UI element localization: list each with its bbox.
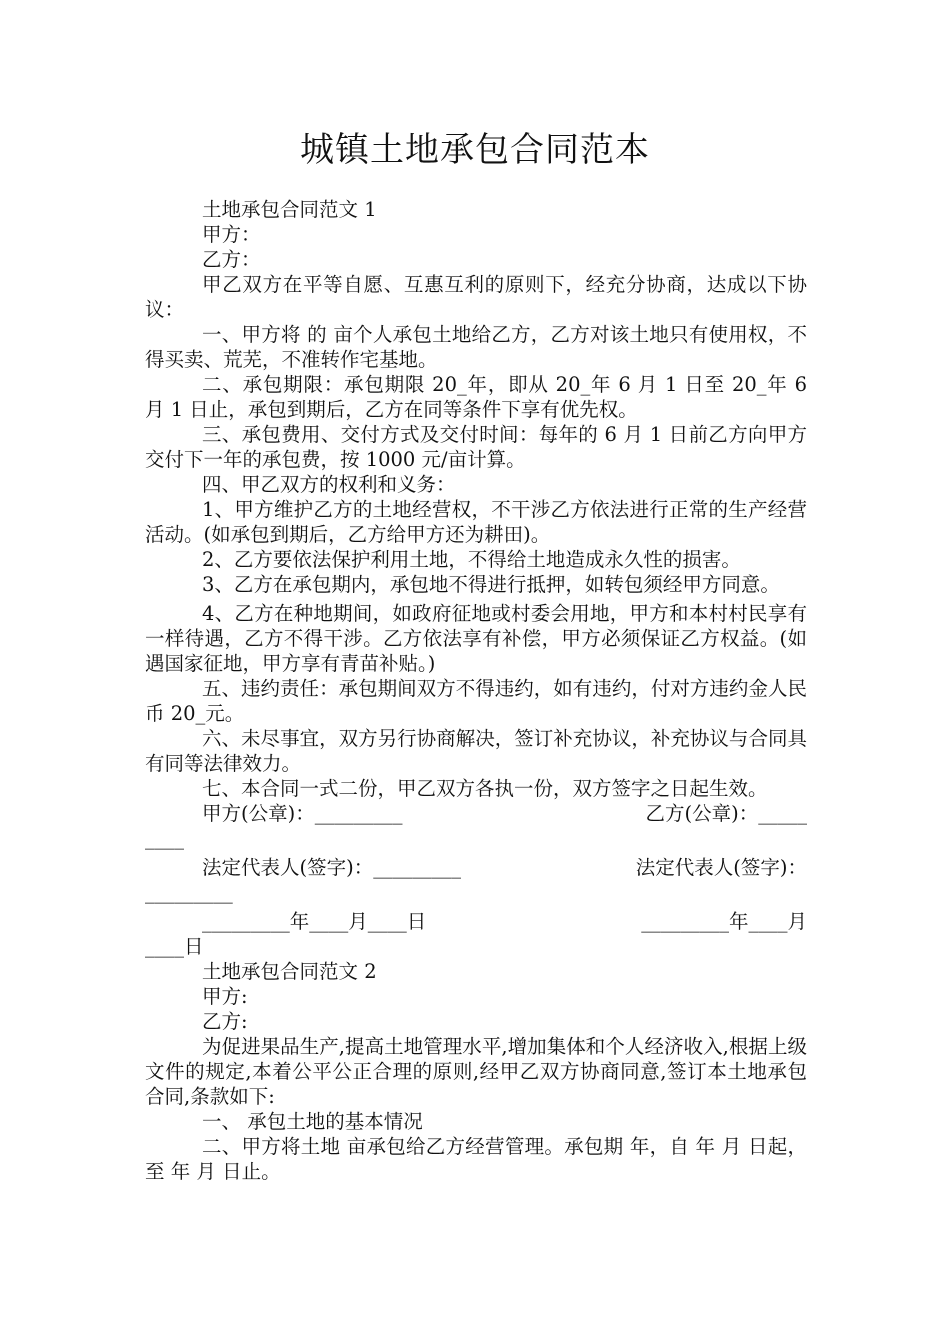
- section1-clause-4-4: 4、乙方在种地期间，如政府征地或村委会用地，甲方和本村村民享有一样待遇，乙方不得干涉。乙方依法享有补偿，甲方必须保证乙方权益。(如遇国家征地，甲方享有青苗补贴。): [145, 602, 807, 675]
- party-a-seal: 甲方(公章)：_________: [202, 802, 403, 825]
- document-body: [145, 197, 807, 1184]
- party-a-date: _________年____月____日: [202, 910, 427, 933]
- section1-clause-4-3: 3、乙方在承包期内，承包地不得进行抵押，如转包须经甲方同意。: [202, 573, 780, 596]
- section1-clause-4: 四、甲乙双方的权利和义务：: [202, 473, 456, 496]
- section1-clause-1: 一、甲方将 的 亩个人承包土地给乙方，乙方对该土地只有使用权，不得买卖、荒芜，不准转作宅基地。: [145, 323, 807, 371]
- section1-clause-6: 六、未尽事宜，双方另行协商解决，签订补充协议，补充协议与合同具有同等法律效力。: [145, 727, 807, 775]
- section1-party-b: 乙方：: [202, 248, 261, 271]
- signature-seal-row: [145, 801, 807, 826]
- party-b-representative-continued: _________: [145, 881, 233, 904]
- signature-rep-row: [145, 855, 807, 880]
- party-b-seal-continued: ____: [145, 827, 184, 850]
- section1-intro: 甲乙双方在平等自愿、互惠互利的原则下，经充分协商，达成以下协议：: [145, 273, 807, 321]
- section1-clause-4-2: 2、乙方要依法保护利用土地，不得给土地造成永久性的损害。: [202, 548, 741, 571]
- party-a-representative: 法定代表人(签字)：_________: [202, 856, 461, 879]
- party-b-seal: 乙方(公章)：_____: [645, 802, 807, 825]
- section1-clause-3: 三、承包费用、交付方式及交付时间：每年的 6 月 1 日前乙方向甲方交付下一年的承包费，按 1000 元/亩计算。: [145, 423, 807, 471]
- party-b-date: _________年____月: [641, 910, 807, 933]
- party-b-representative: 法定代表人(签字)：: [635, 856, 807, 879]
- section2-clause-2: 二、甲方将土地 亩承包给乙方经营管理。承包期 年，自 年 月 日起，至 年 月 日止。: [145, 1135, 807, 1183]
- section1-party-a: 甲方：: [202, 223, 261, 246]
- section1-clause-7: 七、本合同一式二份，甲乙双方各执一份，双方签字之日起生效。: [202, 777, 768, 800]
- section2-party-a: 甲方:: [202, 985, 248, 1008]
- document-title: 城镇土地承包合同范本: [300, 130, 650, 170]
- section1-clause-5: 五、违约责任：承包期间双方不得违约，如有违约，付对方违约金人民币 20_元。: [145, 677, 807, 725]
- section2-clause-1: 一、 承包土地的基本情况: [202, 1110, 423, 1133]
- section2-intro: 为促进果品生产,提高土地管理水平,增加集体和个人经济收入,根据上级文件的规定,本着公平公正合理的原则,经甲乙双方协商同意,签订本土地承包合同,条款如下:: [145, 1035, 807, 1108]
- section2-party-b: 乙方:: [202, 1010, 248, 1033]
- party-b-date-continued: ____日: [145, 935, 204, 958]
- section1-clause-2: 二、承包期限：承包期限 20_年，即从 20_年 6 月 1 日至 20_年 6 月 1 日止，承包到期后，乙方在同等条件下享有优先权。: [145, 373, 807, 421]
- section1-heading: 土地承包合同范文 1: [202, 198, 377, 221]
- signature-date-row: [145, 909, 807, 934]
- section2-heading: 土地承包合同范文 2: [202, 960, 377, 983]
- section1-clause-4-1: 1、甲方维护乙方的土地经营权，不干涉乙方依法进行正常的生产经营活动。(如承包到期后，乙方给甲方还为耕田)。: [145, 498, 807, 546]
